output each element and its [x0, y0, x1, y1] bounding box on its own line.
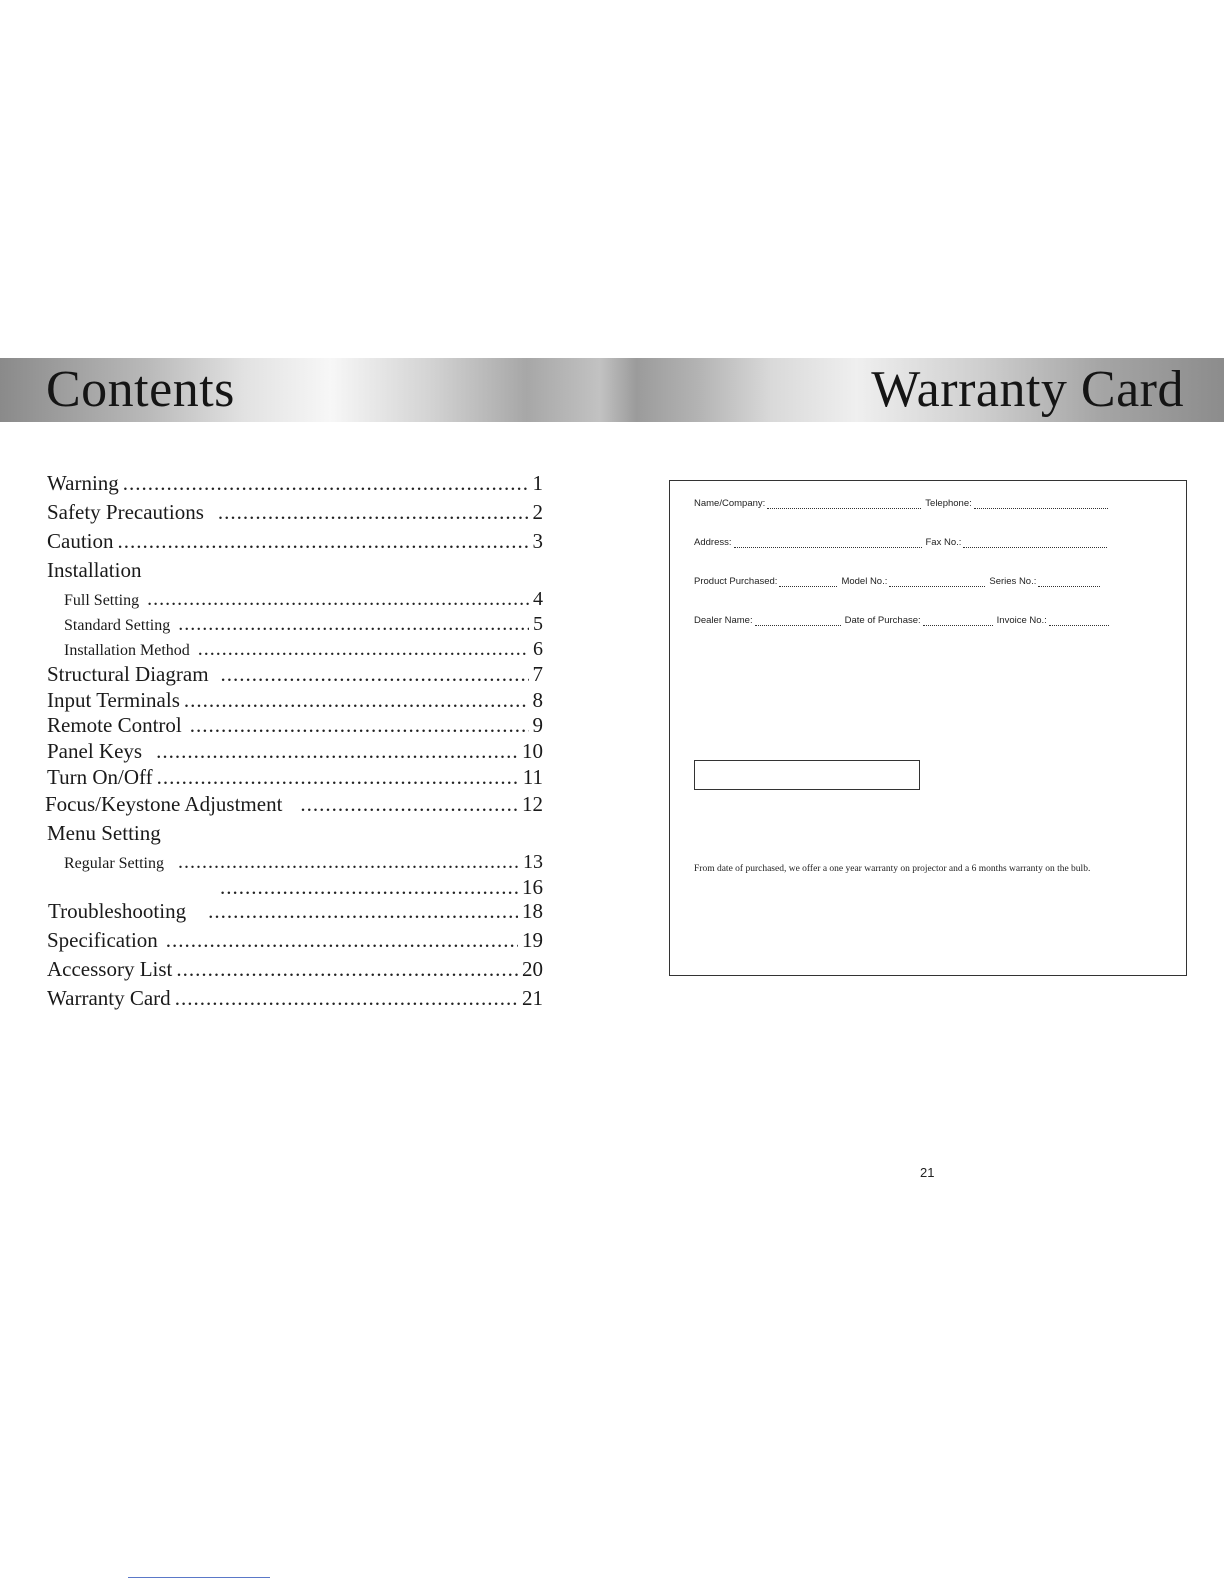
toc-item-page: 8	[532, 688, 543, 712]
toc-item-troubleshooting[interactable]	[48, 899, 543, 924]
toc-item-input-terminals[interactable]	[47, 688, 543, 713]
toc-item-label: Safety Precautions	[47, 500, 204, 524]
product-purchased-field[interactable]	[779, 576, 837, 587]
toc-leader-dots	[300, 792, 518, 817]
toc-item-warranty-card[interactable]	[47, 986, 543, 1011]
toc-item-page: 16	[522, 875, 543, 899]
toc-item-page: 6	[533, 638, 543, 660]
toc-item-focus-keystone-adjustment[interactable]	[45, 792, 543, 817]
toc-item-label: Input Terminals	[47, 688, 180, 712]
dealer-name-label: Dealer Name:	[694, 615, 753, 626]
field-row-product-model-series	[694, 576, 1116, 587]
toc-item-label: Menu Setting	[47, 821, 161, 845]
toc-leader-dots	[178, 613, 529, 636]
toc-item-page: 3	[532, 529, 543, 553]
fax-field[interactable]	[963, 537, 1107, 548]
warranty-card-form	[669, 480, 1187, 976]
toc-item-installation[interactable]	[47, 558, 543, 583]
toc-item-regular-setting[interactable]	[64, 851, 543, 874]
fax-label: Fax No.:	[925, 537, 962, 548]
toc-item-accessory-list[interactable]	[47, 957, 543, 982]
page-number: 21	[920, 1165, 935, 1180]
toc-item-label: Caution	[47, 529, 114, 553]
toc-item-label: Accessory List	[47, 957, 173, 981]
toc-item-label: Troubleshooting	[48, 899, 187, 923]
toc-leader-dots	[123, 471, 529, 496]
toc-leader-dots	[218, 500, 529, 525]
field-row-dealer-date-invoice	[694, 615, 1116, 626]
table-of-contents	[0, 0, 560, 1100]
toc-item-label: Warning	[47, 471, 119, 495]
toc-item-label: Focus/Keystone Adjustment	[45, 792, 283, 816]
series-no-field[interactable]	[1038, 576, 1100, 587]
toc-item-page: 21	[522, 986, 543, 1010]
toc-leader-dots	[221, 662, 529, 687]
product-purchased-label: Product Purchased:	[694, 576, 778, 587]
invoice-no-field[interactable]	[1049, 615, 1109, 626]
toc-item-page: 20	[522, 957, 543, 981]
toc-item-structural-diagram[interactable]	[47, 662, 543, 687]
toc-item-page: 11	[522, 765, 543, 789]
toc-item-turn-on-off[interactable]	[47, 765, 543, 790]
stamp-box[interactable]	[694, 760, 920, 790]
toc-item-label: Installation	[47, 558, 142, 582]
dealer-name-field[interactable]	[755, 615, 841, 626]
toc-item-menu-setting[interactable]	[47, 821, 543, 846]
name-company-label: Name/Company:	[694, 498, 766, 509]
toc-item-full-setting[interactable]	[64, 588, 543, 611]
toc-item-page: 10	[522, 739, 543, 763]
toc-item-specification[interactable]	[47, 928, 543, 953]
toc-item-caution[interactable]	[47, 529, 543, 554]
warranty-card-title: Warranty Card	[871, 361, 1184, 418]
invoice-no-label: Invoice No.:	[996, 615, 1047, 626]
toc-item-label: Standard Setting	[64, 617, 171, 634]
toc-item-label: Structural Diagram	[47, 662, 209, 686]
toc-item-page: 12	[522, 792, 543, 816]
toc-leader-dots	[118, 529, 529, 554]
toc-leader-dots	[208, 899, 518, 924]
toc-item-page: 4	[533, 588, 543, 610]
telephone-field[interactable]	[974, 498, 1108, 509]
toc-item-label: Regular Setting	[64, 855, 164, 872]
toc-item-page: 18	[522, 899, 543, 923]
toc-leader-dots	[147, 588, 529, 611]
toc-leader-dots	[157, 765, 519, 790]
series-no-label: Series No.:	[989, 576, 1037, 587]
toc-leader-dots	[220, 875, 518, 900]
toc-item-label: Warranty Card	[47, 986, 171, 1010]
toc-leader-dots	[184, 688, 529, 713]
date-of-purchase-field[interactable]	[923, 615, 993, 626]
toc-item-page: 2	[532, 500, 543, 524]
toc-item-panel-keys[interactable]	[47, 739, 543, 764]
toc-leader-dots	[190, 713, 529, 738]
toc-item-label: Full Setting	[64, 592, 140, 609]
toc-item-page: 9	[532, 713, 543, 737]
toc-item-page: 19	[522, 928, 543, 952]
toc-item-safety-precautions[interactable]	[47, 500, 543, 525]
toc-item-label: Turn On/Off	[47, 765, 153, 789]
footer-rule	[128, 1577, 270, 1578]
field-row-name-telephone	[694, 498, 1116, 509]
toc-leader-dots	[178, 851, 519, 874]
date-of-purchase-label: Date of Purchase:	[844, 615, 921, 626]
contents-title: Contents	[46, 361, 235, 418]
model-no-field[interactable]	[889, 576, 985, 587]
address-field[interactable]	[734, 537, 922, 548]
toc-item-label: Panel Keys	[47, 739, 143, 763]
field-row-address-fax	[694, 537, 1116, 548]
model-no-label: Model No.:	[841, 576, 888, 587]
toc-leader-dots	[198, 638, 529, 661]
toc-item-page: 5	[533, 613, 543, 635]
toc-item-page: 13	[523, 851, 543, 873]
toc-leader-dots	[176, 957, 518, 982]
toc-item-page: 7	[532, 662, 543, 686]
toc-item-label: Specification	[47, 928, 158, 952]
toc-item-unlabeled[interactable]	[220, 875, 543, 900]
toc-item-installation-method[interactable]	[64, 638, 543, 661]
toc-item-warning[interactable]	[47, 471, 543, 496]
address-label: Address:	[694, 537, 732, 548]
warranty-terms-text: From date of purchased, we offer a one year warranty on projector and a 6 months warranty on the bulb.	[694, 864, 1091, 874]
toc-item-standard-setting[interactable]	[64, 613, 543, 636]
toc-item-remote-control[interactable]	[47, 713, 543, 738]
toc-leader-dots	[175, 986, 518, 1011]
telephone-label: Telephone:	[925, 498, 972, 509]
toc-leader-dots	[166, 928, 518, 953]
toc-item-page: 1	[532, 471, 543, 495]
toc-item-label: Remote Control	[47, 713, 182, 737]
toc-leader-dots	[156, 739, 518, 764]
toc-item-label: Installation Method	[64, 642, 190, 659]
name-company-field[interactable]	[767, 498, 921, 509]
